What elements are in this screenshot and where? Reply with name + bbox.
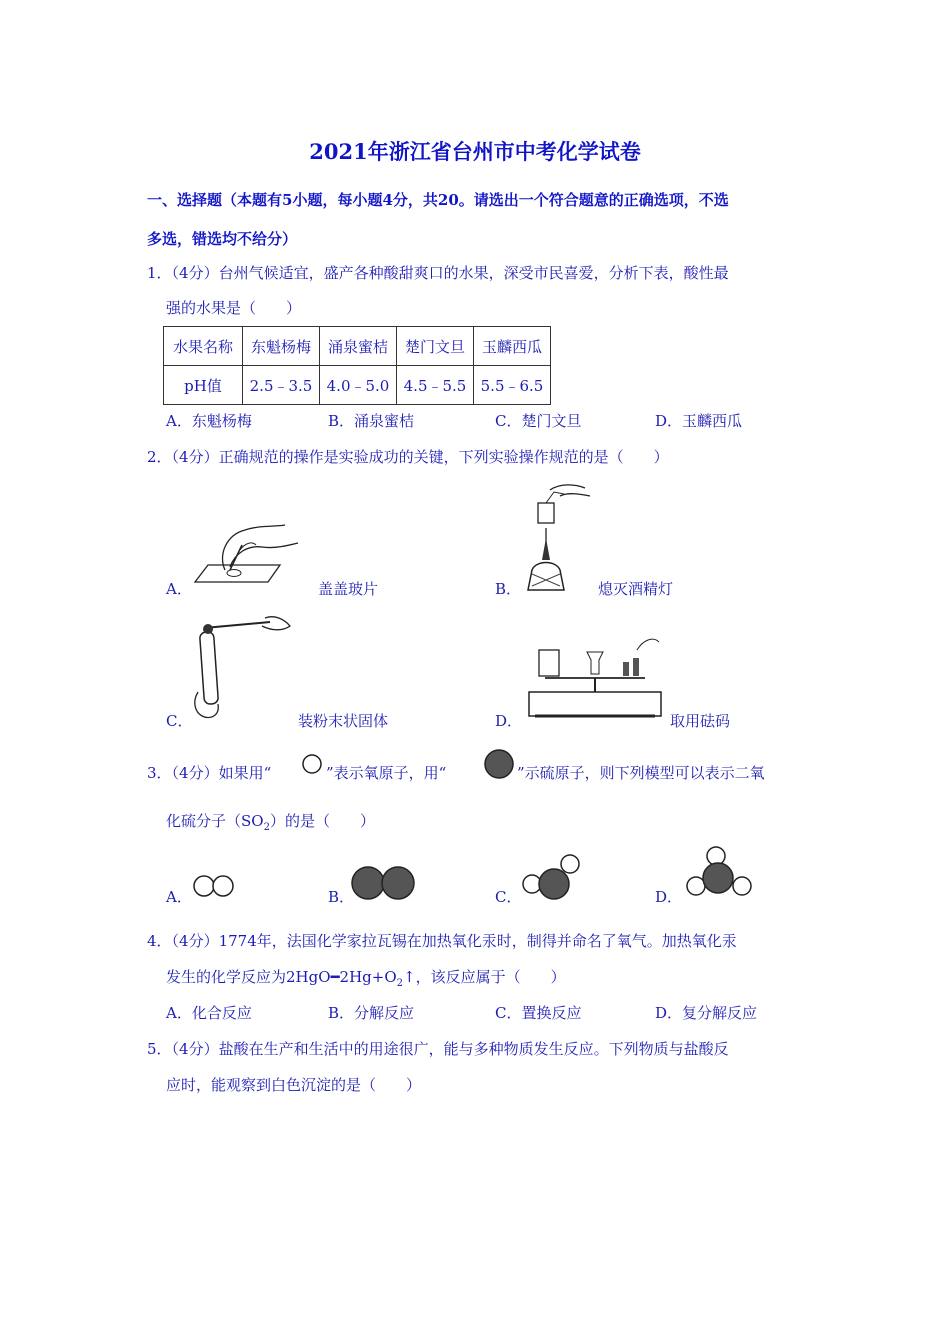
sulfur-atom-icon	[482, 748, 516, 780]
q2-option-d-caption: 取用砝码	[670, 712, 731, 730]
q2-option-a-caption: 盖盖玻片	[318, 580, 379, 598]
q2-stem: 2．（4分）正确规范的操作是实验成功的关键，下列实验操作规范的是（ ）	[147, 448, 669, 466]
two-oxygen-model-icon	[190, 872, 240, 900]
table-cell: 4.0﹣5.0	[320, 366, 397, 405]
q3-stem-line2-b: ）的是（ ）	[269, 812, 375, 830]
q2-option-b-letter: B．	[495, 580, 522, 598]
table-cell: pH值	[164, 366, 243, 405]
q1-option-a: A．东魁杨梅	[166, 412, 252, 430]
q3-stem-line2	[166, 810, 375, 833]
q2-option-d-letter: D．	[495, 712, 523, 730]
q3-option-c: C．	[495, 888, 522, 906]
page-title: 2021年浙江省台州市中考化学试卷	[309, 139, 641, 164]
table-row	[164, 327, 551, 366]
q1-option-b: B．涌泉蜜桔	[328, 412, 415, 430]
table-cell: 水果名称	[164, 327, 243, 366]
q2-option-c-letter: C．	[166, 712, 193, 730]
q4-equation-a: 发生的化学反应为2HgO━2Hg+O	[166, 968, 397, 986]
balance-illustration	[525, 630, 665, 725]
alcohol-lamp-illustration	[520, 478, 600, 603]
q3-option-d: D．	[655, 888, 683, 906]
table-cell: 4.5﹣5.5	[397, 366, 474, 405]
table-cell: 2.5﹣3.5	[243, 366, 320, 405]
table-cell: 玉麟西瓜	[474, 327, 551, 366]
table-cell: 5.5﹣6.5	[474, 366, 551, 405]
q5-stem-line2: 应时，能观察到白色沉淀的是（ ）	[166, 1076, 422, 1094]
table-cell: 涌泉蜜桔	[320, 327, 397, 366]
q1-option-c: C．楚门文旦	[495, 412, 582, 430]
q4-stem-line1: 4．（4分）1774年，法国化学家拉瓦锡在加热氧化汞时，制得并命名了氧气。加热氧化汞	[147, 932, 737, 950]
q4-equation-subscript: 2	[396, 978, 404, 989]
q4-equation-b: ↑，该反应属于（ ）	[403, 968, 566, 986]
section-heading-line2: 多选，错选均不给分）	[147, 230, 298, 248]
q2-option-b-caption: 熄灭酒精灯	[598, 580, 674, 598]
section-heading-line1: 一、选择题（本题有5小题，每小题4分，共20。请选出一个符合题意的正确选项，不选	[147, 191, 729, 209]
q3-stem-line2-a: 化硫分子（SO	[166, 812, 264, 830]
oxygen-atom-icon	[300, 752, 324, 776]
q5-stem-line1: 5．（4分）盐酸在生产和生活中的用途很广，能与多种物质发生反应。下列物质与盐酸反	[147, 1040, 729, 1058]
q3-stem-subscript: 2	[263, 822, 270, 833]
table-row	[164, 366, 551, 405]
cover-slip-illustration	[190, 515, 305, 590]
test-tube-illustration	[190, 612, 300, 727]
q3-stem-line1-b: ”表示氧原子，用“	[326, 764, 447, 782]
q3-option-b: B．	[328, 888, 355, 906]
q2-option-c-caption: 装粉末状固体	[298, 712, 389, 730]
q3-option-a: A．	[166, 888, 192, 906]
trigonal-so3-model-icon	[684, 845, 756, 901]
q4-option-d: D．复分解反应	[655, 1004, 758, 1022]
q4-option-b: B．分解反应	[328, 1004, 415, 1022]
fruit-ph-table	[163, 326, 551, 405]
q4-option-a: A．化合反应	[166, 1004, 252, 1022]
table-cell: 楚门文旦	[397, 327, 474, 366]
q4-stem-line2	[166, 966, 566, 989]
q1-stem-line2: 强的水果是（ ）	[166, 299, 302, 317]
table-cell: 东魁杨梅	[243, 327, 320, 366]
q4-option-c: C．置换反应	[495, 1004, 582, 1022]
q1-option-d: D．玉麟西瓜	[655, 412, 743, 430]
q1-stem-line1: 1．（4分）台州气候适宜，盛产各种酸甜爽口的水果，深受市民喜爱，分析下表，酸性最	[147, 264, 729, 282]
two-sulfur-model-icon	[348, 864, 420, 902]
q2-option-a-letter: A．	[166, 580, 192, 598]
bent-so2-model-icon	[520, 852, 590, 904]
q3-stem-line1-a: 3．（4分）如果用“	[147, 764, 272, 782]
q3-stem-line1-c: ”示硫原子，则下列模型可以表示二氧	[517, 764, 765, 782]
